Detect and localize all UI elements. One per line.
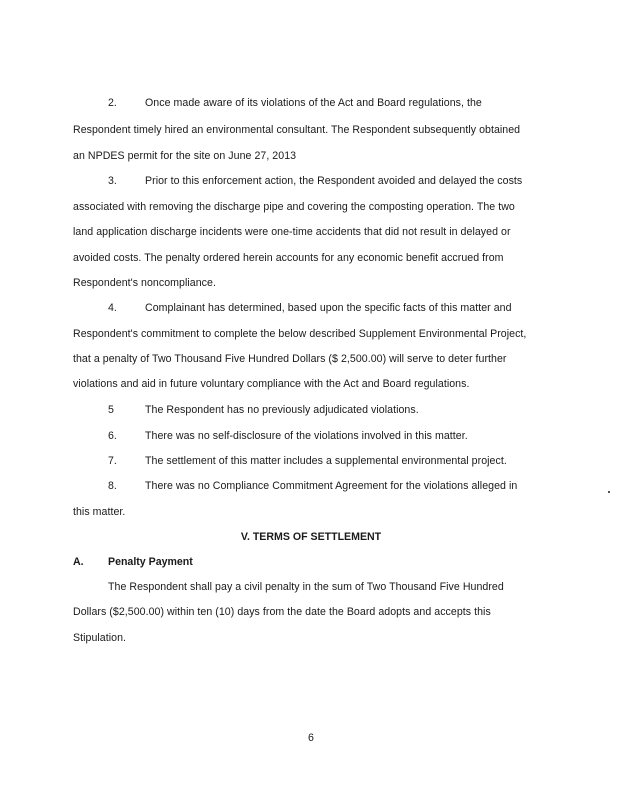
paragraph-3-line-1: Prior to this enforcement action, the Respondent avoided and delayed the costs	[145, 175, 523, 187]
paragraph-2-line-2: Respondent timely hired an environmental consultant. The Respondent subsequently obtained	[73, 124, 521, 136]
paragraph-2-line-3: an NPDES permit for the site on June 27, 2013	[73, 150, 297, 162]
paragraph-7-line-1: The settlement of this matter includes a supplemental environmental project.	[145, 455, 507, 467]
subsection-title: Penalty Payment	[108, 556, 193, 568]
paragraph-4-line-4: violations and aid in future voluntary compliance with the Act and Board regulations.	[73, 378, 470, 390]
scan-speck	[608, 491, 610, 493]
paragraph-8-number: 8.	[108, 480, 117, 492]
paragraph-3-number: 3.	[108, 175, 117, 187]
subsection-line-3: Stipulation.	[73, 632, 127, 644]
paragraph-2-number: 2.	[108, 97, 117, 109]
paragraph-6-line-1: There was no self-disclosure of the violations involved in this matter.	[145, 430, 468, 442]
paragraph-2-line-1: Once made aware of its violations of the Act and Board regulations, the	[145, 97, 482, 109]
paragraph-4-number: 4.	[108, 302, 117, 314]
paragraph-3-line-5: Respondent's noncompliance.	[73, 277, 216, 289]
section-title: V. TERMS OF SETTLEMENT	[240, 531, 382, 543]
paragraph-4-line-2: Respondent's commitment to complete the below described Supplement Environmental Project,	[73, 328, 527, 340]
paragraph-4-line-1: Complainant has determined, based upon the specific facts of this matter and	[145, 302, 512, 314]
subsection-line-1: The Respondent shall pay a civil penalty in the sum of Two Thousand Five Hundred	[108, 581, 504, 593]
paragraph-8-line-2: this matter.	[73, 506, 126, 518]
paragraph-8-line-1: There was no Compliance Commitment Agreement for the violations alleged in	[145, 480, 518, 492]
paragraph-3-line-2: associated with removing the discharge pipe and covering the composting operation. The two	[73, 201, 515, 213]
paragraph-5-line-1: The Respondent has no previously adjudicated violations.	[145, 404, 419, 416]
paragraph-5-number: 5	[108, 404, 114, 416]
subsection-letter: A.	[73, 556, 84, 568]
paragraph-6-number: 6.	[108, 430, 117, 442]
subsection-line-2: Dollars ($2,500.00) within ten (10) days from the date the Board adopts and accepts this	[73, 606, 491, 618]
paragraph-7-number: 7.	[108, 455, 117, 467]
paragraph-3-line-3: land application discharge incidents were one-time accidents that did not result in delayed or	[73, 226, 511, 238]
paragraph-3-line-4: avoided costs. The penalty ordered herein accounts for any economic benefit accrued from	[73, 252, 504, 264]
page-number: 6	[308, 732, 314, 744]
paragraph-4-line-3: that a penalty of Two Thousand Five Hundred Dollars ($ 2,500.00) will serve to deter further	[73, 353, 507, 365]
